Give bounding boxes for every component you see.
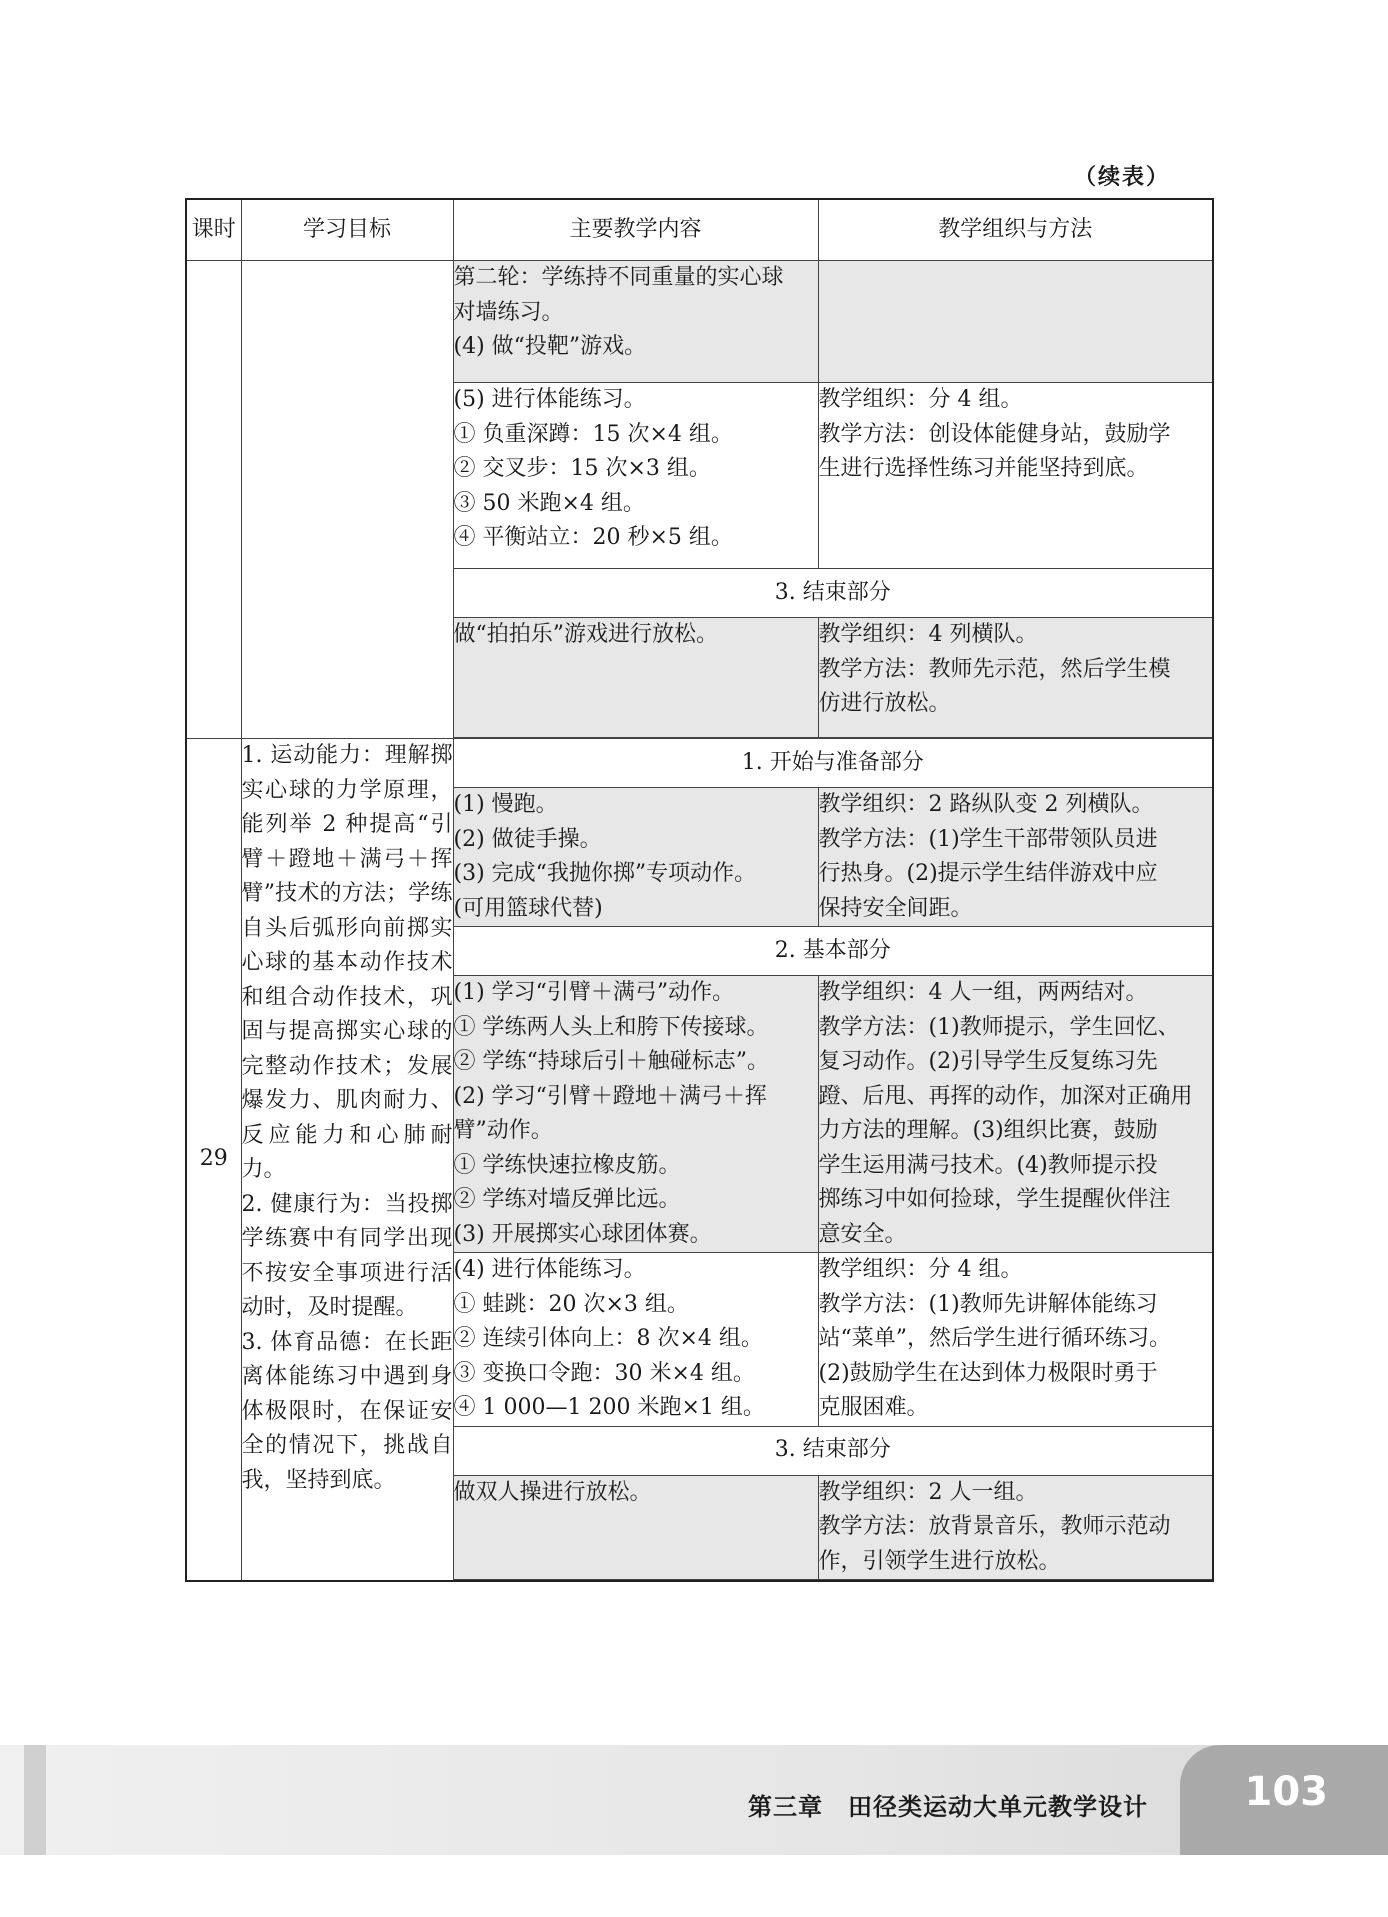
content-cell: 做“拍拍乐”游戏进行放松。 bbox=[453, 618, 818, 738]
learning-goals: 1. 运动能力：理解掷实心球的力学原理，能列举 2 种提高“引臂＋蹬地＋满弓＋挥臂”技术的方法；学练自头后弧形向前掷实心球的基本动作技术和组合动作技术，巩固与提高掷实心球的完整动作技术；发展爆发力、肌肉耐力、反应能力和心肺耐力。 2. 健康行为：当投掷学练赛中有同学出现不按安全事项进行活动时，及时提醒。 3. 体育品德：在长距离体能练习中遇到身体极限时，在保证安全的情况下，挑战自我，坚持到底。 bbox=[241, 739, 453, 1582]
header-content: 主要教学内容 bbox=[453, 199, 818, 261]
method-cell bbox=[818, 261, 1213, 383]
section-heading: 3. 结束部分 bbox=[453, 569, 1213, 618]
section-heading: 3. 结束部分 bbox=[453, 1426, 1213, 1475]
continued-label: （续表） bbox=[1073, 165, 1170, 190]
content-cell: 做双人操进行放松。 bbox=[453, 1475, 818, 1580]
section-heading: 1. 开始与准备部分 bbox=[453, 739, 1213, 788]
page-number: 103 bbox=[1244, 1769, 1328, 1815]
goal-cell-empty bbox=[241, 261, 453, 739]
header-period: 课时 bbox=[186, 199, 241, 261]
table-row bbox=[186, 261, 1213, 383]
footer-strip bbox=[24, 1745, 46, 1855]
content-cell: 第二轮：学练持不同重量的实心球 对墙练习。 (4) 做“投靶”游戏。 bbox=[453, 261, 818, 383]
period-cell-empty bbox=[186, 261, 241, 739]
header-method: 教学组织与方法 bbox=[818, 199, 1213, 261]
method-cell: 教学组织：4 列横队。 教学方法：教师先示范，然后学生模 仿进行放松。 bbox=[818, 618, 1213, 738]
method-cell: 教学组织：4 人一组，两两结对。 教学方法：(1)教师提示，学生回忆、 复习动作。(2)引导学生反复练习先 蹬、后甩、再挥的动作，加深对正确用 力方法的理解。(3)组织比赛，鼓励 学生运用满弓技术。(4)教师提示投 掷练习中如何捡球，学生提醒伙伴注 意安全。 bbox=[818, 976, 1213, 1253]
content-cell: (4) 进行体能练习。 ① 蛙跳：20 次×3 组。 ② 连续引体向上：8 次×4 组。 ③ 变换口令跑：30 米×4 组。 ④ 1 000—1 200 米跑×1 组。 bbox=[453, 1253, 818, 1427]
method-cell: 教学组织：分 4 组。 教学方法：(1)教师先讲解体能练习 站“菜单”，然后学生进行循环练习。 (2)鼓励学生在达到体力极限时勇于 克服困难。 bbox=[818, 1253, 1213, 1427]
page-footer bbox=[0, 1745, 1388, 1917]
chapter-title: 第三章 田径类运动大单元教学设计 bbox=[748, 1793, 1148, 1821]
method-cell: 教学组织：2 路纵队变 2 列横队。 教学方法：(1)学生干部带领队员进 行热身。(2)提示学生结伴游戏中应 保持安全间距。 bbox=[818, 788, 1213, 927]
period-number: 29 bbox=[186, 739, 241, 1582]
section-row bbox=[186, 739, 1213, 788]
lesson-plan-table bbox=[185, 198, 1214, 1582]
method-cell: 教学组织：2 人一组。 教学方法：放背景音乐，教师示范动 作，引领学生进行放松。 bbox=[818, 1475, 1213, 1580]
header-row bbox=[186, 199, 1213, 261]
method-cell: 教学组织：分 4 组。 教学方法：创设体能健身站，鼓励学 生进行选择性练习并能坚持到底。 bbox=[818, 383, 1213, 569]
content-cell: (1) 慢跑。 (2) 做徒手操。 (3) 完成“我抛你掷”专项动作。 (可用篮球代替) bbox=[453, 788, 818, 927]
header-goal: 学习目标 bbox=[241, 199, 453, 261]
section-heading: 2. 基本部分 bbox=[453, 927, 1213, 976]
content-cell: (1) 学习“引臂＋满弓”动作。 ① 学练两人头上和胯下传接球。 ② 学练“持球后引＋触碰标志”。 (2) 学习“引臂＋蹬地＋满弓＋挥 臂”动作。 ① 学练快速拉橡皮筋。 ② 学练对墙反弹比远。 (3) 开展掷实心球团体赛。 bbox=[453, 976, 818, 1253]
content-cell: (5) 进行体能练习。 ① 负重深蹲：15 次×4 组。 ② 交叉步：15 次×3 组。 ③ 50 米跑×4 组。 ④ 平衡站立：20 秒×5 组。 bbox=[453, 383, 818, 569]
